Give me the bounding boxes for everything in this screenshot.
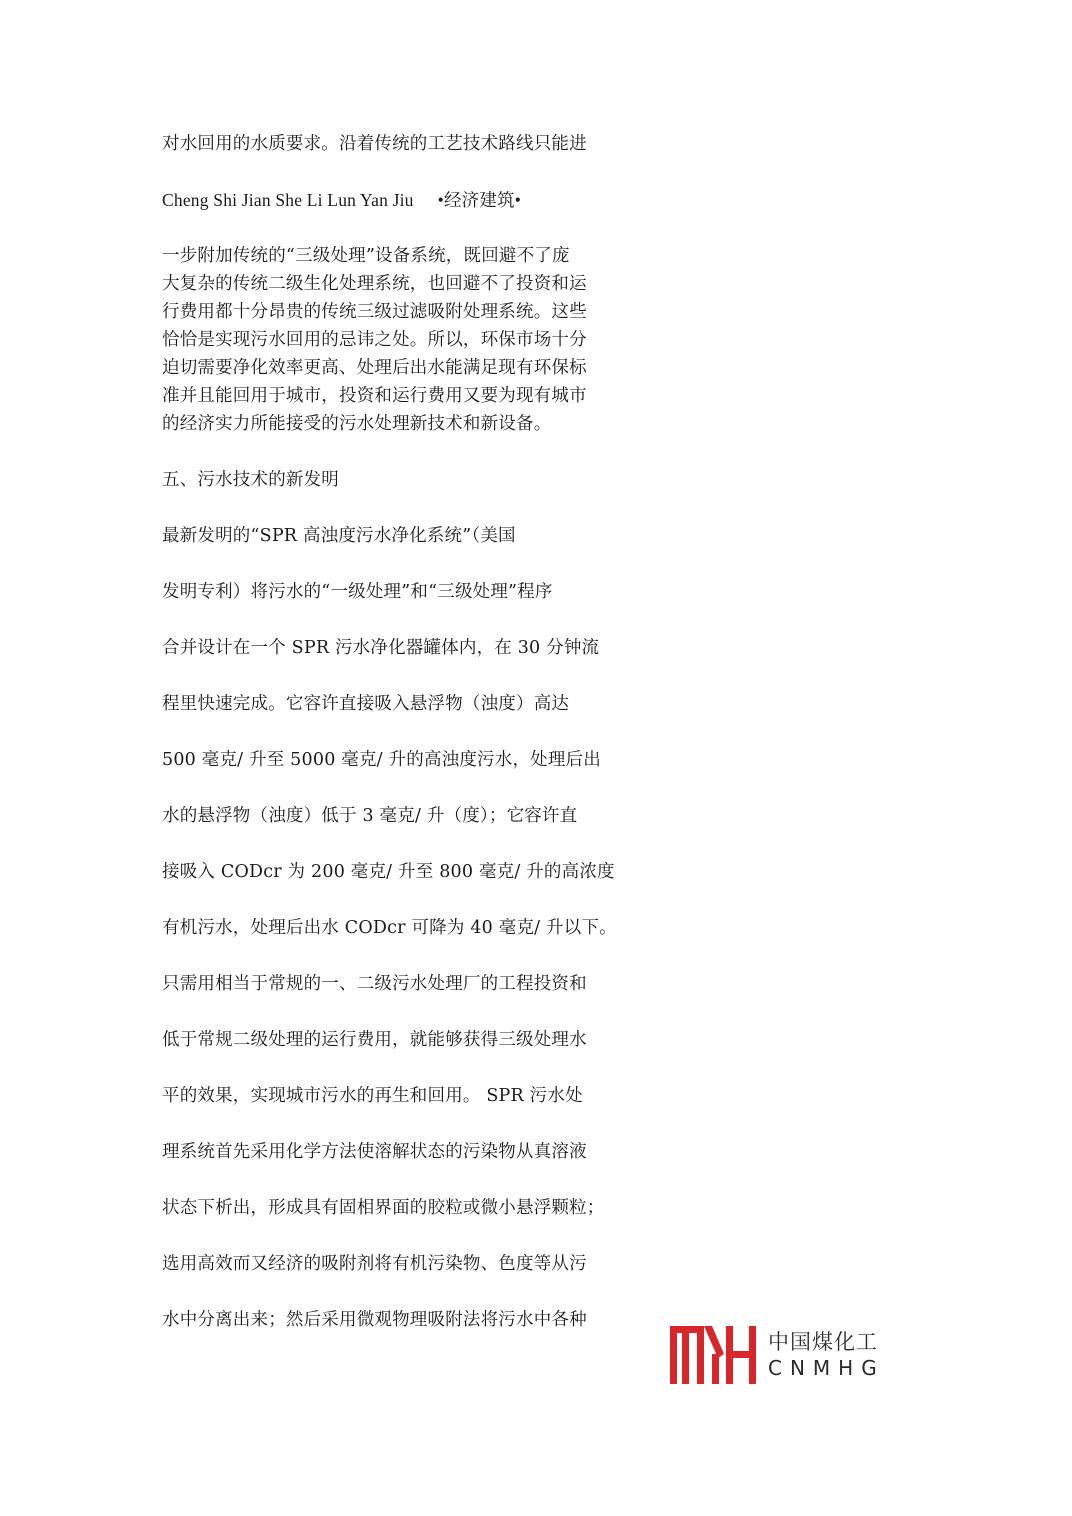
text-line: 的经济实力所能接受的污水处理新技术和新设备。	[162, 414, 552, 434]
header-pinyin: Cheng Shi Jian She Li Lun Yan Jiu	[162, 190, 414, 210]
text-line: 大复杂的传统二级生化处理系统，也回避不了投资和运	[162, 274, 587, 294]
cnmhg-logo	[668, 1322, 885, 1388]
text-line: 状态下析出，形成具有固相界面的胶粒或微小悬浮颗粒；	[162, 1198, 605, 1218]
logo-name-cn: 中国煤化工	[768, 1330, 878, 1354]
text-line: 理系统首先采用化学方法使溶解状态的污染物从真溶液	[162, 1142, 587, 1162]
text-line: 最新发明的“SPR 高浊度污水净化系统”（美国	[162, 526, 516, 546]
text-line: 恰恰是实现污水回用的忌讳之处。所以，环保市场十分	[162, 330, 587, 350]
text-line: 只需用相当于常规的一、二级污水处理厂的工程投资和	[162, 974, 587, 994]
text-line: 500 毫克/ 升至 5000 毫克/ 升的高浊度污水，处理后出	[162, 750, 601, 770]
logo-name-en: CNMHG	[768, 1356, 885, 1380]
text-line: 低于常规二级处理的运行费用，就能够获得三级处理水	[162, 1030, 587, 1050]
text-line: 水的悬浮物（浊度）低于 3 毫克/ 升（度）；它容许直	[162, 806, 578, 826]
text-line: 有机污水，处理后出水 CODcr 可降为 40 毫克/ 升以下。	[162, 918, 617, 938]
text-line: 合并设计在一个 SPR 污水净化器罐体内，在 30 分钟流	[162, 638, 600, 658]
running-header	[162, 189, 521, 211]
text-line: 发明专利）将污水的“一级处理”和“三级处理”程序	[162, 582, 553, 602]
text-line: 水中分离出来；然后采用微观物理吸附法将污水中各种	[162, 1310, 587, 1330]
text-line: 选用高效而又经济的吸附剂将有机污染物、色度等从污	[162, 1254, 587, 1274]
section-heading: 五、污水技术的新发明	[162, 470, 339, 490]
text-line: 对水回用的水质要求。沿着传统的工艺技术路线只能进	[162, 134, 587, 154]
text-line: 行费用都十分昂贵的传统三级过滤吸附处理系统。这些	[162, 302, 587, 322]
text-line: 一步附加传统的“三级处理”设备系统，既回避不了庞	[162, 246, 570, 266]
logo-mark-icon	[668, 1324, 760, 1386]
header-section: •经济建筑•	[437, 190, 522, 210]
text-line: 平的效果，实现城市污水的再生和回用。 SPR 污水处	[162, 1086, 583, 1106]
text-line: 程里快速完成。它容许直接吸入悬浮物（浊度）高达	[162, 694, 570, 714]
text-line: 接吸入 CODcr 为 200 毫克/ 升至 800 毫克/ 升的高浓度	[162, 862, 615, 882]
text-line: 迫切需要净化效率更高、处理后出水能满足现有环保标	[162, 358, 587, 378]
text-line: 准并且能回用于城市，投资和运行费用又要为现有城市	[162, 386, 587, 406]
